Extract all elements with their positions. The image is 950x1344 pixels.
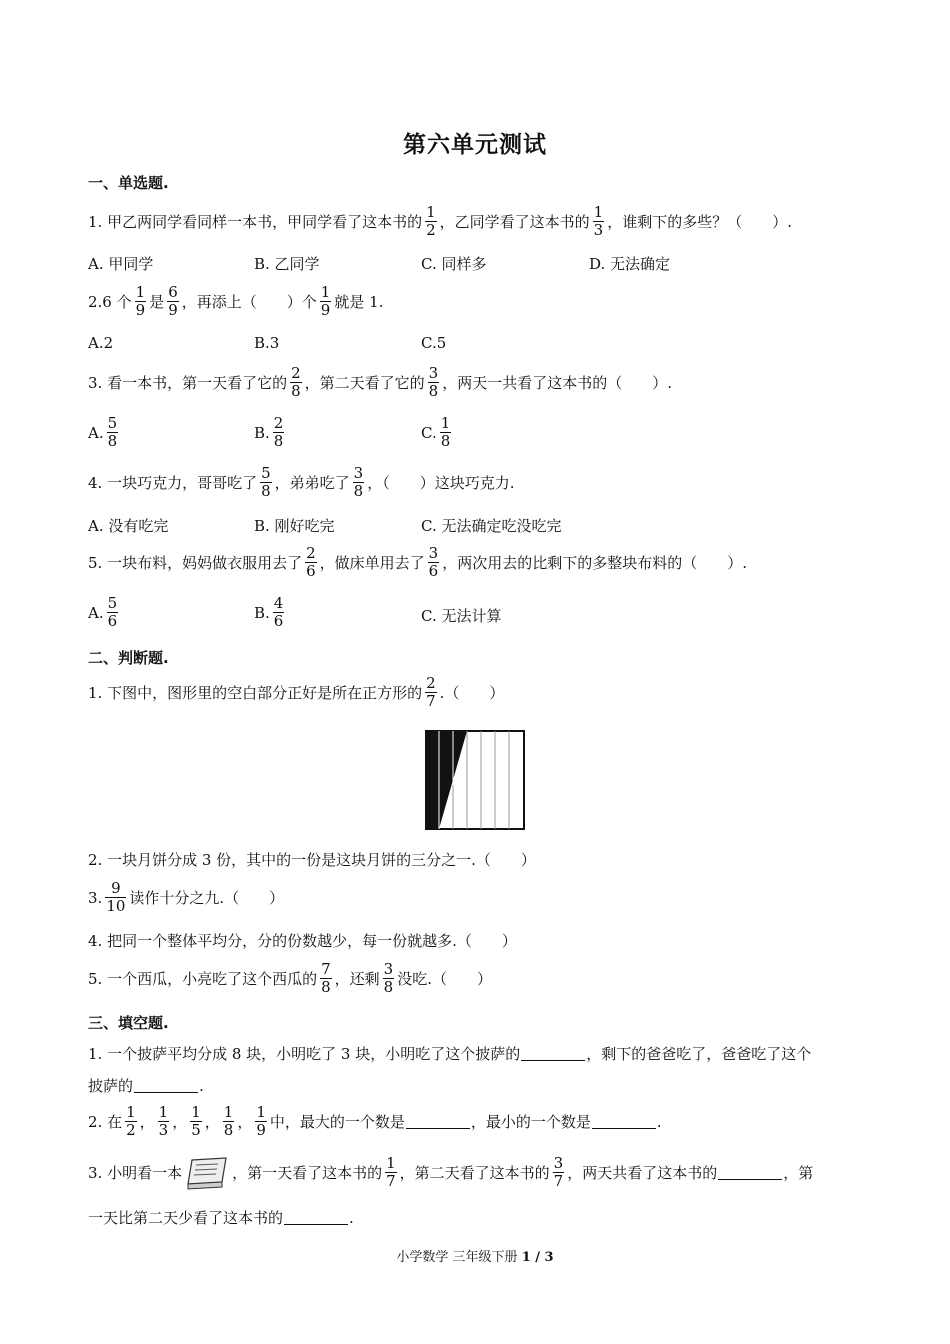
s1-q3-stem xyxy=(88,365,672,400)
numerator: 2 xyxy=(291,364,301,382)
denominator: 9 xyxy=(135,301,146,319)
numerator: 1 xyxy=(126,1103,136,1121)
fraction xyxy=(383,961,395,996)
text: ，做床单用去了 xyxy=(319,554,425,572)
fraction xyxy=(593,204,605,239)
fraction xyxy=(190,1104,202,1139)
denominator: 8 xyxy=(261,482,271,500)
fraction xyxy=(305,545,317,580)
numerator: 1 xyxy=(135,283,146,301)
s3-q3-line1 xyxy=(88,1155,813,1190)
fraction xyxy=(135,284,147,319)
denominator: 6 xyxy=(428,562,439,580)
text: ，第一天看了这本书的 xyxy=(232,1164,383,1182)
fraction xyxy=(107,415,119,450)
text: 3. 小明看一本 xyxy=(88,1164,183,1182)
denominator: 10 xyxy=(106,897,126,915)
numerator: 1 xyxy=(593,203,604,221)
text: 1. 下图中，图形里的空白部分正好是所在正方形的 xyxy=(88,684,423,702)
answer-blank[interactable] xyxy=(406,1114,470,1129)
numerator: 1 xyxy=(158,1103,169,1121)
page-title: 第六单元测试 xyxy=(403,132,547,158)
text: ，两天共看了这本书的 xyxy=(567,1164,718,1182)
denominator: 7 xyxy=(386,1172,396,1190)
s3-q2-stem xyxy=(88,1104,662,1139)
option-c: C. 同样多 xyxy=(421,255,487,273)
text: ，还剩 xyxy=(334,970,380,988)
denominator: 8 xyxy=(440,432,451,450)
text: ，第 xyxy=(783,1164,814,1182)
s2-q1-stem xyxy=(88,675,504,710)
text: 就是 1. xyxy=(334,293,384,311)
answer-blank[interactable] xyxy=(284,1210,348,1225)
fraction xyxy=(125,1104,137,1139)
numerator: 2 xyxy=(273,414,284,432)
text: .（ ） xyxy=(439,684,505,702)
text: ，谁剩下的多些？（ ）. xyxy=(607,213,792,231)
text: 披萨的 xyxy=(88,1077,134,1095)
text: 4. 一块巧克力，哥哥吃了 xyxy=(88,474,258,492)
option-c: C.5 xyxy=(421,334,447,352)
fraction xyxy=(105,880,126,915)
denominator: 3 xyxy=(158,1121,169,1139)
s2-q5-stem xyxy=(88,961,492,996)
text: 3. xyxy=(88,888,103,907)
denominator: 8 xyxy=(383,978,394,996)
option-a xyxy=(88,415,121,450)
text: ，两天一共看了这本书的（ ）. xyxy=(442,374,672,392)
numerator: 3 xyxy=(428,544,439,562)
text: ，（ ）这块巧克力. xyxy=(367,474,515,492)
option-b xyxy=(254,415,287,450)
numerator: 5 xyxy=(107,414,118,432)
text: 5. 一个西瓜，小亮吃了这个西瓜的 xyxy=(88,970,318,988)
fraction xyxy=(107,595,119,630)
footer-text: 小学数学 三年级下册 xyxy=(396,1250,522,1265)
denominator: 8 xyxy=(273,432,284,450)
denominator: 8 xyxy=(107,432,118,450)
square-figure xyxy=(425,730,525,830)
denominator: 8 xyxy=(291,382,301,400)
s3-q1-line1 xyxy=(88,1043,811,1064)
option-a: A. 没有吃完 xyxy=(88,517,169,535)
label: C. xyxy=(421,423,437,442)
text: . xyxy=(656,1112,662,1131)
s1-q4-stem xyxy=(88,465,514,500)
denominator: 8 xyxy=(321,978,331,996)
label: B. xyxy=(254,603,270,622)
denominator: 9 xyxy=(168,301,178,319)
numerator: 4 xyxy=(273,594,284,612)
fraction xyxy=(255,1104,267,1139)
text: 1. 一个披萨平均分成 8 块，小明吃了 3 块，小明吃了这个披萨的 xyxy=(88,1045,521,1063)
text: 没吃.（ ） xyxy=(397,970,492,988)
numerator: 3 xyxy=(428,364,439,382)
denominator: 6 xyxy=(107,612,118,630)
s3-q1-line2 xyxy=(88,1075,204,1096)
text: 读作十分之九.（ ） xyxy=(129,889,285,907)
option-a xyxy=(88,595,121,630)
denominator: 5 xyxy=(191,1121,201,1139)
fraction xyxy=(385,1155,397,1190)
numerator: 1 xyxy=(426,203,436,221)
fraction xyxy=(353,465,365,500)
option-c: C. 无法确定吃没吃完 xyxy=(421,517,562,535)
label: B. xyxy=(254,423,270,442)
fraction xyxy=(440,415,452,450)
numerator: 3 xyxy=(553,1154,564,1172)
label: A. xyxy=(88,603,104,622)
fraction xyxy=(290,365,302,400)
denominator: 8 xyxy=(223,1121,234,1139)
text: 5. 一块布料，妈妈做衣服用去了 xyxy=(88,554,303,572)
option-c: C. 无法计算 xyxy=(421,607,502,625)
denominator: 6 xyxy=(306,562,316,580)
text: ，第二天看了它的 xyxy=(304,374,425,392)
numerator: 2 xyxy=(426,674,436,692)
numerator: 3 xyxy=(353,464,364,482)
denominator: 9 xyxy=(320,301,331,319)
text: 中，最大的一个数是 xyxy=(269,1113,405,1131)
answer-blank[interactable] xyxy=(592,1114,656,1129)
answer-blank[interactable] xyxy=(134,1078,198,1093)
text: 1. 甲乙两同学看同样一本书，甲同学看了这本书的 xyxy=(88,213,423,231)
section-heading-3: 三、填空题. xyxy=(88,1014,169,1032)
denominator: 6 xyxy=(273,612,284,630)
text: ，第二天看了这本书的 xyxy=(399,1164,550,1182)
fraction xyxy=(320,284,332,319)
text: 2. 在 xyxy=(88,1113,123,1131)
section-heading-2: 二、判断题. xyxy=(88,649,169,667)
s1-q5-stem xyxy=(88,545,747,580)
answer-blank[interactable] xyxy=(718,1165,782,1180)
fraction xyxy=(273,415,285,450)
separator: ， xyxy=(237,1113,253,1131)
text: ，剩下的爸爸吃了，爸爸吃了这个 xyxy=(586,1045,812,1063)
text: ，最小的一个数是 xyxy=(470,1113,591,1131)
s2-q3-stem xyxy=(88,880,284,915)
s2-q4: 4. 把同一个整体平均分，分的份数越少，每一份就越多.（ ） xyxy=(88,932,517,950)
s1-q2-stem xyxy=(88,284,383,319)
denominator: 8 xyxy=(428,382,439,400)
denominator: 9 xyxy=(256,1121,266,1139)
s3-q3-line2 xyxy=(88,1207,354,1228)
numerator: 9 xyxy=(111,879,121,897)
numerator: 3 xyxy=(383,960,394,978)
text: ，两次用去的比剩下的多整块布料的（ ）. xyxy=(442,554,747,572)
denominator: 3 xyxy=(593,221,604,239)
separator: ， xyxy=(204,1113,220,1131)
denominator: 2 xyxy=(126,1121,136,1139)
numerator: 6 xyxy=(168,283,178,301)
option-d: D. 无法确定 xyxy=(589,255,671,273)
numerator: 1 xyxy=(256,1103,266,1121)
denominator: 8 xyxy=(353,482,364,500)
s2-q2: 2. 一块月饼分成 3 份，其中的一份是这块月饼的三分之一.（ ） xyxy=(88,851,536,869)
fraction xyxy=(273,595,285,630)
text: ，再添上（ ）个 xyxy=(181,293,317,311)
option-c xyxy=(421,415,454,450)
option-b: B. 刚好吃完 xyxy=(254,517,335,535)
numerator: 1 xyxy=(223,1103,234,1121)
separator: ， xyxy=(139,1113,155,1131)
fraction xyxy=(158,1104,170,1139)
section-heading-1: 一、单选题. xyxy=(88,174,169,192)
numerator: 1 xyxy=(440,414,451,432)
numerator: 1 xyxy=(386,1154,396,1172)
text: 一天比第二天少看了这本书的 xyxy=(88,1209,284,1227)
option-b xyxy=(254,595,287,630)
page-footer xyxy=(0,1246,950,1265)
text: 是 xyxy=(149,293,165,311)
fraction xyxy=(428,365,440,400)
text: 2.6 个 xyxy=(88,293,132,311)
text: . xyxy=(199,1076,204,1095)
text: ，乙同学看了这本书的 xyxy=(439,213,590,231)
fraction xyxy=(428,545,440,580)
page-number: 1 / 3 xyxy=(521,1250,554,1265)
separator: ， xyxy=(172,1113,188,1131)
s1-q1-stem xyxy=(88,204,792,239)
fraction xyxy=(167,284,179,319)
fraction xyxy=(553,1155,565,1190)
numerator: 7 xyxy=(321,960,331,978)
option-b: B. 乙同学 xyxy=(254,255,320,273)
numerator: 5 xyxy=(107,594,118,612)
text: 3. 看一本书，第一天看了它的 xyxy=(88,374,288,392)
numerator: 1 xyxy=(191,1103,201,1121)
numerator: 5 xyxy=(261,464,271,482)
label: A. xyxy=(88,423,104,442)
text: ，弟弟吃了 xyxy=(274,474,350,492)
option-a: A. 甲同学 xyxy=(88,255,154,273)
text: . xyxy=(349,1208,354,1227)
fraction xyxy=(223,1104,235,1139)
numerator: 1 xyxy=(320,283,331,301)
denominator: 2 xyxy=(426,221,436,239)
denominator: 7 xyxy=(426,692,436,710)
option-a: A.2 xyxy=(88,334,114,352)
fraction xyxy=(425,675,437,710)
answer-blank[interactable] xyxy=(521,1046,585,1061)
fraction xyxy=(320,961,332,996)
book-icon xyxy=(184,1156,230,1190)
fraction xyxy=(260,465,272,500)
denominator: 7 xyxy=(553,1172,564,1190)
fraction xyxy=(425,204,437,239)
numerator: 2 xyxy=(306,544,316,562)
option-b: B.3 xyxy=(254,334,280,352)
